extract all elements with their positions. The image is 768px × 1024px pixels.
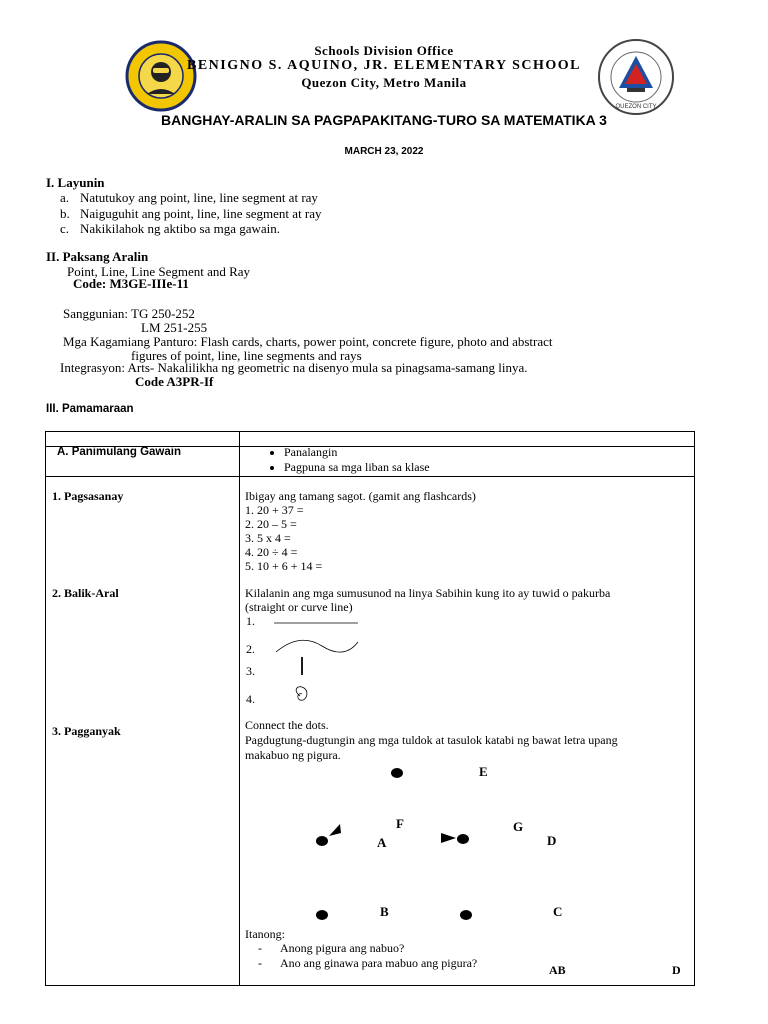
list-item: 5. 10 + 6 + 14 = — [245, 559, 323, 573]
integrasyon: Integrasyon: Arts- Nakalilikha ng geometric na disenyo mula sa pinagsama-samang linya. — [60, 360, 528, 375]
list-item: - Ano ang ginawa para mabuo ang pigura? — [258, 956, 477, 971]
dot-E — [391, 768, 403, 778]
pagsasanay-intro: Ibigay ang tamang sagot. (gamit ang flashcards) — [245, 489, 476, 503]
pamamaraan-heading: III. Pamamaraan — [46, 403, 134, 415]
balik-num-2: 2. — [246, 642, 255, 656]
office-name: Schools Division Office — [314, 43, 454, 58]
itanong-list — [242, 941, 477, 971]
footer-label-left: AB — [549, 963, 566, 977]
pagganyak-line: Connect the dots. — [245, 718, 329, 732]
balik-aral-label: 2. Balik-Aral — [52, 586, 119, 600]
panimula-list — [266, 445, 430, 475]
dot-B — [316, 910, 328, 920]
arrow-G — [441, 833, 456, 843]
pagganyak-text — [245, 718, 618, 763]
dot-label-B: B — [380, 904, 389, 919]
table-border-right — [694, 431, 695, 986]
integrasyon-code: Code A3PR-If — [135, 374, 214, 389]
paksang-code: Code: M3GE-IIIe-11 — [73, 276, 189, 291]
paksang-heading: II. Paksang Aralin — [46, 249, 149, 264]
svg-text:QUEZON CITY: QUEZON CITY — [615, 104, 657, 110]
list-item: 3. 5 x 4 = — [245, 531, 291, 545]
list-item: • Pagpuna sa mga liban sa klase — [284, 460, 430, 475]
table-border-left — [45, 431, 46, 986]
list-item: 4. 20 ÷ 4 = — [245, 545, 298, 559]
footer-label-right: D — [672, 963, 681, 977]
table-row-line — [45, 476, 695, 477]
arrow-F — [329, 824, 341, 836]
dot-label-D: D — [547, 833, 557, 848]
connect-dots-figure — [240, 760, 694, 930]
kagamitan-cont: figures of point, line, line segments and rays — [131, 348, 362, 363]
balik-aral-intro — [245, 586, 610, 614]
balik-intro-line2: (straight or curve line) — [245, 600, 353, 614]
pagganyak-line: makabuo ng pigura. — [245, 748, 341, 762]
panimula-label: A. Panimulang Gawain — [57, 446, 181, 458]
list-item: 1. 20 + 37 = — [245, 503, 304, 517]
kagamitan: Mga Kagamiang Panturo: Flash cards, charts, power point, concrete figure, photo and abstract — [63, 334, 553, 349]
pagsasanay-label: 1. Pagsasanay — [52, 489, 124, 503]
balik-num-1: 1. — [246, 614, 255, 628]
table-border-bottom — [45, 985, 695, 986]
page-title: BANGHAY-ARALIN SA PAGPAPAKITANG-TURO SA MATEMATIKA 3 — [161, 112, 607, 128]
balik-num-3: 3. — [246, 664, 255, 678]
balik-num-4: 4. — [246, 692, 255, 706]
curve-line-figure — [276, 640, 358, 652]
dot-label-G: G — [513, 819, 524, 834]
pagganyak-label: 3. Pagganyak — [52, 724, 121, 738]
school-city: Quezon City, Metro Manila — [301, 75, 467, 90]
layunin-item: b. Naiguguhit ang point, line, line segment at ray — [60, 205, 322, 221]
dot-C — [460, 910, 472, 920]
dot-A — [316, 836, 328, 846]
dot-G — [457, 834, 469, 844]
itanong-label: Itanong: — [245, 927, 285, 941]
pagganyak-line: Pagdugtung-dugtungin ang mga tuldok at tasulok katabi ng bawat letra upang — [245, 733, 618, 747]
sanggunian-lm: LM 251-255 — [141, 320, 208, 335]
list-item: 2. 20 – 5 = — [245, 517, 297, 531]
layunin-heading: I. Layunin — [46, 175, 105, 190]
list-item: - Anong pigura ang nabuo? — [258, 941, 477, 956]
dot-label-C: C — [553, 904, 563, 919]
balik-line-figures — [260, 612, 370, 712]
lesson-date: MARCH 23, 2022 — [344, 146, 424, 157]
list-item: • Panalangin — [284, 445, 430, 460]
layunin-item: c. Nakikilahok ng aktibo sa mga gawain. — [60, 221, 281, 236]
sanggunian: Sanggunian: TG 250-252 — [63, 306, 195, 321]
school-name: BENIGNO S. AQUINO, JR. ELEMENTARY SCHOOL — [186, 58, 581, 73]
layunin-item: a. Natutukoy ang point, line, line segment at ray — [60, 190, 318, 205]
dot-label-F: F — [396, 816, 404, 831]
layunin-list — [60, 190, 322, 237]
dot-label-E: E — [479, 764, 488, 779]
spiral-figure — [296, 687, 307, 701]
balik-intro-line: Kilalanin ang mga sumusunod na linya Sabihin kung ito ay tuwid o pakurba — [245, 586, 611, 600]
dot-label-A: A — [377, 835, 387, 850]
paksang-topic: Point, Line, Line Segment and Ray — [67, 264, 251, 279]
pagsasanay-content — [245, 489, 476, 573]
table-border-top — [45, 431, 695, 432]
